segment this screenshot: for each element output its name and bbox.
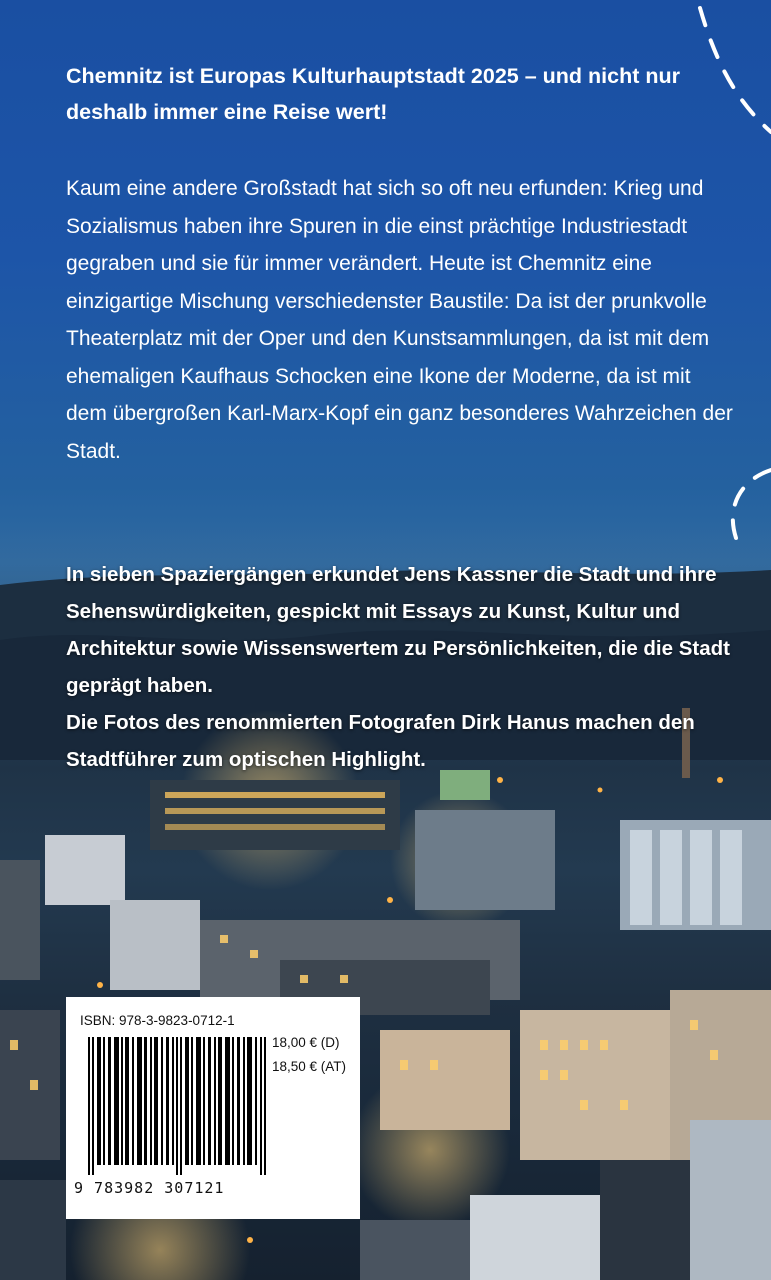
walks-text: In sieben Spaziergängen erkundet Jens Kassner die Stadt und ihre Sehenswürdigkeiten, gespickt mit Essays zu Kunst, Kultur und Architektur sowie Wissenswertem zu Persönlichkeiten, die die Stadt geprägt haben. [66, 563, 730, 697]
isbn-barcode-box [66, 997, 360, 1219]
price-germany: 18,00 € (D) [272, 1035, 340, 1050]
barcode [88, 1037, 268, 1175]
price-austria: 18,50 € (AT) [272, 1059, 347, 1074]
isbn-label: ISBN: 978-3-9823-0712-1 [80, 1013, 235, 1028]
photos-text: Die Fotos des renommierten Fotografen Dirk Hanus machen den Stadtführer zum optischen Highlight. [66, 711, 695, 771]
description-paragraph: Kaum eine andere Großstadt hat sich so oft neu erfunden: Krieg und Sozialismus haben ihre Spuren in die einst prächtige Industriestadt gegraben und sie für immer verändert. Heute ist Chemnitz eine einzigartige Mischung verschiedenster Baustile: Da ist der prunkvolle Theaterplatz mit der Oper und den Kunstsammlungen, da ist mit dem ehemaligen Kaufhaus Schocken eine Ikone der Moderne, da ist mit dem übergroßen Karl-Marx-Kopf ein ganz besonderes Wahrzeichen der Stadt. [66, 177, 733, 463]
headline: Chemnitz ist Europas Kulturhauptstadt 2025 – und nicht nur deshalb immer eine Reise wert! [66, 64, 680, 124]
barcode-digits: 9 783982 307121 [74, 1179, 225, 1197]
author-paragraph [66, 556, 746, 778]
